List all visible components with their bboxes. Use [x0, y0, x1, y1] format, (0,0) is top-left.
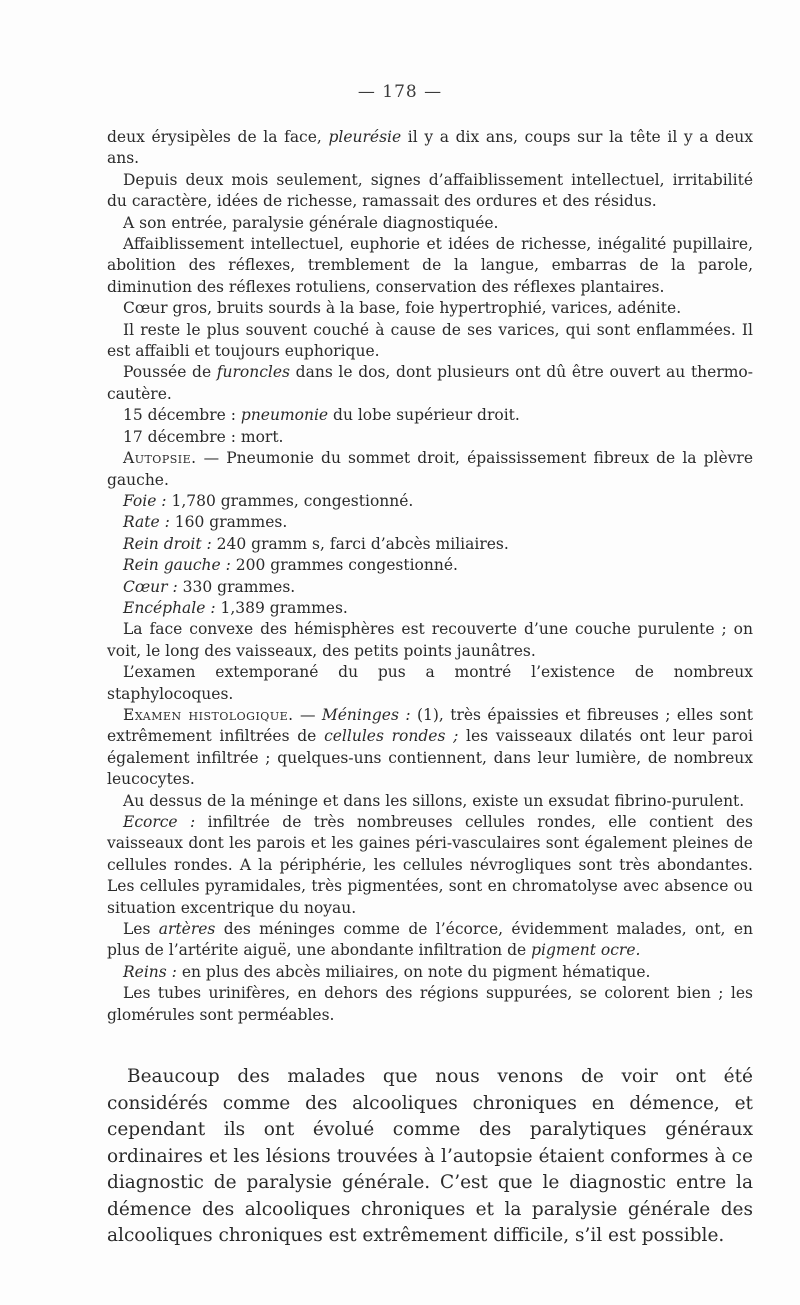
italic-text: pneumonie [240, 406, 329, 425]
italic-text: Rate : [123, 513, 170, 532]
text-run: 200 grammes congestionné. [230, 556, 458, 575]
text-run: Il reste le plus souvent couché à cause de ses varices, qui sont enflammées. Il est affaibli et toujours euphorique. [107, 320, 753, 361]
text-run: 1,389 grammes. [215, 598, 348, 617]
paragraph [107, 213, 753, 234]
text-run: — Pneumonie du sommet droit, épaississement fibreux de la plèvre gauche. [107, 449, 753, 489]
text-run: Depuis deux mois seulement, signes d’affaiblissement intellectuel, irritabilité du caractère, idées de richesse, ramassait des ordures et des résidus. [107, 170, 753, 211]
small-caps-heading: Examen histologique. [123, 705, 294, 724]
paragraph [107, 534, 753, 555]
italic-text: Foie : [123, 491, 167, 510]
case-report-text [107, 127, 753, 1026]
italic-text: Cœur : [123, 577, 178, 596]
text-run: A son entrée, paralysie générale diagnostiquée. [123, 213, 499, 232]
italic-text: furoncles [216, 363, 291, 382]
paragraph [107, 555, 753, 576]
italic-text: Reins : [123, 962, 177, 981]
paragraph [107, 962, 753, 983]
paragraph [107, 448, 753, 491]
paragraph [107, 427, 753, 448]
text-run: 17 décembre : mort. [123, 427, 284, 446]
text-run: dans le dos, dont plusieurs ont dû être ouvert au thermo-cautère. [107, 363, 753, 403]
text-run: 1,780 grammes, congestionné. [166, 491, 414, 510]
text-run: Cœur gros, bruits sourds à la base, foie hypertrophié, varices, adénite. [123, 299, 682, 318]
text-run: des méninges comme de l’écorce, évidemment malades, ont, en plus de l’artérite aiguë, une abondante infiltration de [107, 920, 753, 960]
italic-text: pleurésie [328, 128, 402, 146]
italic-text: Ecorce : [123, 813, 196, 831]
text-run: 240 gramm s, farci d’abcès miliaires. [211, 534, 509, 553]
text-run: L’examen extemporané du pus a montré l’existence de nombreux staphylocoques. [107, 663, 753, 703]
page-number: — 178 — [357, 82, 443, 102]
italic-text: pigment ocre. [531, 941, 641, 960]
text-run: infiltrée de très nombreuses cellules rondes, elle contient des vaisseaux dont les parois et les gaines péri-vasculaires sont également pleines de cellules rondes. A la périphérie, les cellules névrogliques sont très abondantes. Les cellules pyramidales, très pigmentées, sont en chromatolyse avec absence ou situation excentrique du noyau. [107, 813, 753, 917]
conclusion-block [107, 1064, 753, 1250]
italic-text: Rein gauche : [123, 556, 231, 575]
italic-text: Rein droit : [123, 534, 212, 553]
paragraph [107, 320, 753, 363]
italic-text: artères [158, 920, 216, 939]
text-run: 330 grammes. [177, 577, 296, 596]
paragraph [107, 812, 753, 919]
conclusion-paragraph: Beaucoup des malades que nous venons de voir ont été considérés comme des alcooliques chroniques en démence, et cependant ils ont évolué comme des paralytiques généraux ordinaires et les lésions trouvées à l’autopsie étaient conformes à ce diagnostic de paralysie générale. C’est que le diagnostic entre la démence des alcooliques chroniques et la paralysie générale des alcooliques chroniques est extrêmement difficile, s’il est possible. [107, 1066, 753, 1246]
paragraph [107, 983, 753, 1026]
text-run: — [293, 705, 322, 724]
paragraph [107, 405, 753, 426]
italic-text: Méninges : [321, 705, 411, 724]
paragraph [107, 362, 753, 405]
text-run: Au dessus de la méninge et dans les sillons, existe un exsudat fibrino-purulent. [123, 791, 745, 810]
text-run: il y a dix ans, coups sur la tête il y a deux ans. [107, 128, 753, 168]
text-run: deux érysipèles de la face, [107, 128, 329, 146]
text-run: du lobe supérieur droit. [328, 406, 520, 425]
text-run: Affaiblissement intellectuel, euphorie et idées de richesse, inégalité pupillaire, abolition des réflexes, tremblement de la langue, embarras de la parole, diminution des réflexes rotuliens, conservation des réflexes plantaires. [107, 235, 753, 296]
paragraph [107, 577, 753, 598]
paragraph [107, 234, 753, 298]
paragraph [107, 619, 753, 662]
paragraph [107, 170, 753, 213]
text-run: (1), très épaissies et fibreuses ; elles sont extrêmement infiltrées de [107, 705, 754, 746]
text-run: en plus des abcès miliaires, on note du pigment hématique. [176, 962, 651, 981]
paragraph [107, 298, 753, 319]
text-run: 15 décembre : [123, 406, 241, 425]
text-run: La face convexe des hémisphères est recouverte d’une couche purulente ; on voit, le long des vaisseaux, des petits points jaunâtres. [107, 620, 753, 660]
italic-text: Encéphale : [123, 598, 216, 617]
paragraph [107, 791, 753, 812]
italic-text: cellules rondes ; [324, 727, 459, 746]
small-caps-heading: Autopsie. [123, 449, 197, 468]
paragraph [107, 919, 753, 962]
paragraph [107, 127, 753, 170]
text-run: les vaisseaux dilatés ont leur paroi également infiltrée ; quelques-uns contiennent, dans leur lumière, de nombreux leucocytes. [107, 727, 754, 789]
text-run: Les [123, 920, 159, 939]
text-run: Les tubes urinifères, en dehors des régions suppurées, se colorent bien ; les glomérules sont perméables. [107, 984, 753, 1024]
paragraph [107, 705, 753, 791]
paragraph [107, 662, 753, 705]
paragraph [107, 598, 753, 619]
paragraph [107, 491, 753, 512]
text-run: Poussée de [123, 363, 217, 382]
text-run: 160 grammes. [169, 513, 288, 532]
paragraph [107, 512, 753, 533]
